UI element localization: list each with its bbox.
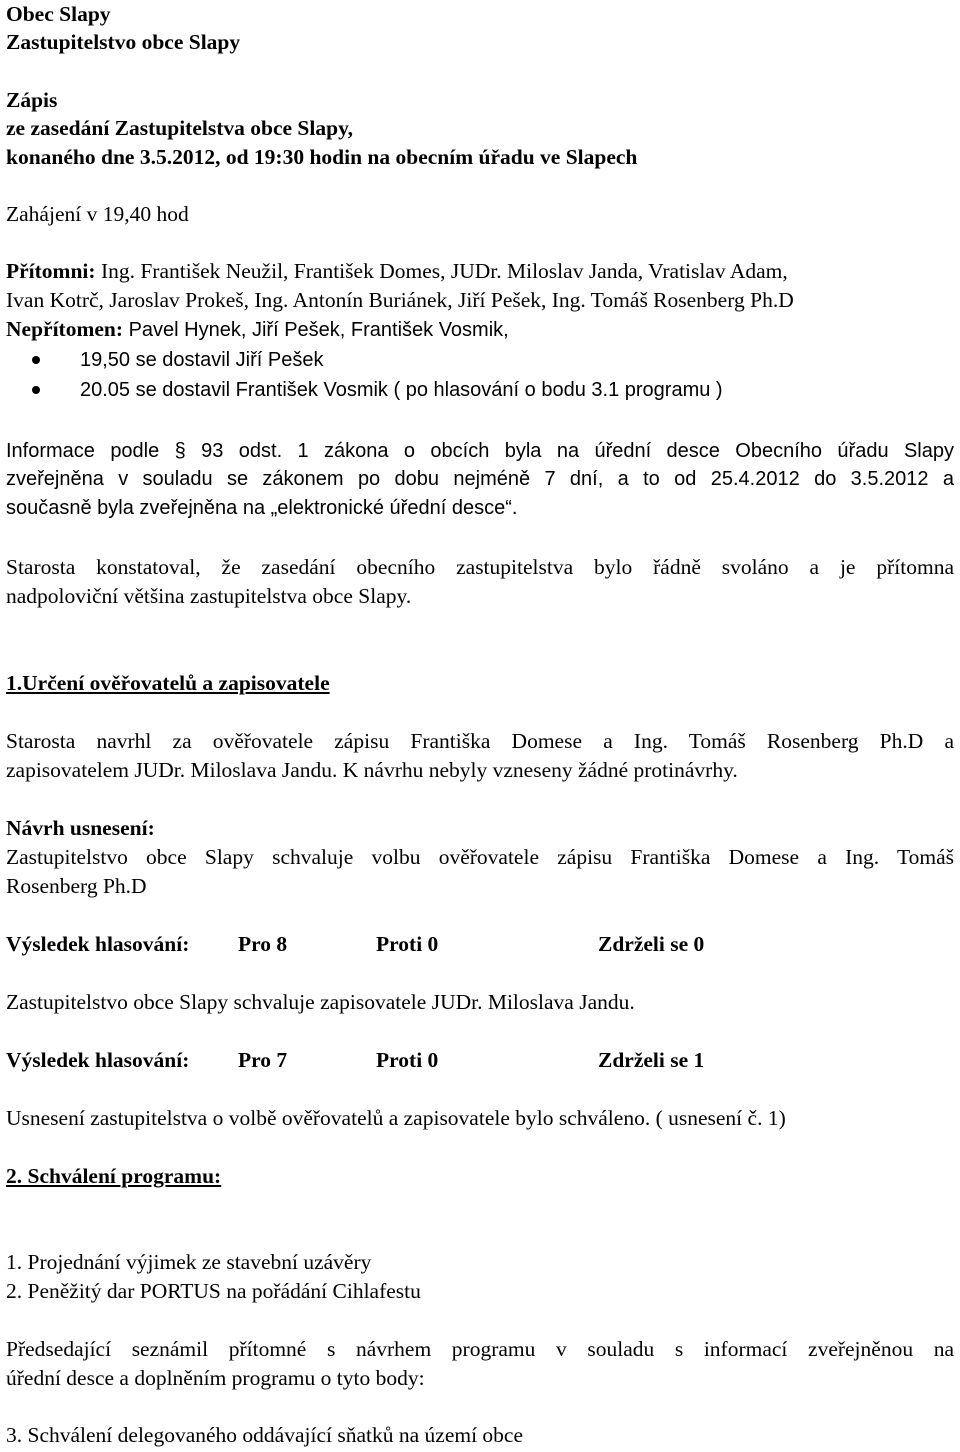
information-line-2: zveřejněna v souladu se zákonem po dobu nejméně 7 dní, a to od 25.4.2012 do 3.5.2012 a — [6, 468, 954, 490]
section2-heading: 2. Schválení programu: — [6, 1164, 222, 1188]
section1-proposal-2: zapisovatelem JUDr. Miloslava Jandu. K návrhu nebyly vzneseny žádné protinávrhy. — [6, 758, 738, 782]
municipality-title: Obec Slapy — [6, 2, 111, 26]
absent-line — [6, 315, 509, 345]
quorum-line-1: Starosta konstatoval, že zasedání obecního zastupitelstva bylo řádně svoláno a je přítomna — [6, 555, 954, 579]
absent-names: Pavel Hynek, Jiří Pešek, František Vosmik, — [123, 319, 509, 341]
section1-proposal-1: Starosta navrhl za ověřovatele zápisu Františka Domese a Ing. Tomáš Rosenberg Ph.D a — [6, 729, 954, 753]
chair-line-2: úřední desce a doplněním programu o tyto body: — [6, 1366, 425, 1390]
section1-result: Usnesení zastupitelstva o volbě ověřovatelů a zapisovatele bylo schváleno. ( usnesení č. 1) — [6, 1106, 786, 1130]
section1-heading: 1.Určení ověřovatelů a zapisovatele — [6, 671, 330, 695]
vote-1-proti: Proti 0 — [376, 932, 439, 956]
doc-title: Zápis — [6, 88, 58, 112]
resolution-line-2: Rosenberg Ph.D — [6, 874, 147, 898]
attendance-note-1: 19,50 se dostavil Jiří Pešek — [80, 349, 324, 371]
absent-label: Nepřítomen: — [6, 317, 124, 341]
vote-2-pro: Pro 7 — [238, 1048, 288, 1072]
resolution-line-1: Zastupitelstvo obce Slapy schvaluje volbu ověřovatele zápisu Františka Domese a Ing. Tomáš — [6, 845, 954, 869]
approve-writer: Zastupitelstvo obce Slapy schvaluje zapisovatele JUDr. Miloslava Jandu. — [6, 990, 635, 1014]
present-line-2: Ivan Kotrč, Jaroslav Prokeš, Ing. Antonín Buriánek, Jiří Pešek, Ing. Tomáš Rosenberg Ph.D — [6, 288, 794, 312]
attendance-note-2: 20.05 se dostavil František Vosmik ( po hlasování o bodu 3.1 programu ) — [80, 379, 723, 401]
vote-2-zdrzeli: Zdrželi se 1 — [598, 1048, 705, 1072]
vote-1-pro: Pro 8 — [238, 932, 288, 956]
quorum-line-2: nadpoloviční většina zastupitelstva obce Slapy. — [6, 584, 412, 608]
program-item-1: 1. Projednání výjimek ze stavební uzávěry — [6, 1250, 372, 1274]
opening-time: Zahájení v 19,40 hod — [6, 202, 189, 226]
vote-1-label: Výsledek hlasování: — [6, 932, 190, 956]
resolution-label: Návrh usnesení: — [6, 816, 155, 840]
bullet-icon — [32, 356, 40, 364]
information-line-3: současně byla zveřejněna na „elektronické úřední desce“. — [6, 497, 518, 519]
vote-2-label: Výsledek hlasování: — [6, 1048, 190, 1072]
doc-subtitle-1: ze zasedání Zastupitelstva obce Slapy, — [6, 116, 354, 140]
present-label: Přítomni: — [6, 259, 96, 283]
program-item-2: 2. Peněžitý dar PORTUS na pořádání Cihlafestu — [6, 1279, 421, 1303]
present-names-1: Ing. František Neužil, František Domes, JUDr. Miloslav Janda, Vratislav Adam, — [95, 259, 788, 283]
doc-subtitle-2: konaného dne 3.5.2012, od 19:30 hodin na obecním úřadu ve Slapech — [6, 145, 638, 169]
information-line-1: Informace podle § 93 odst. 1 zákona o obcích byla na úřední desce Obecního úřadu Slapy — [6, 440, 954, 462]
present-line-1 — [6, 257, 788, 286]
chair-line-1: Předsedající seznámil přítomné s návrhem programu v souladu s informací zveřejněnou na — [6, 1337, 954, 1361]
vote-2-proti: Proti 0 — [376, 1048, 439, 1072]
vote-1-zdrzeli: Zdrželi se 0 — [598, 932, 705, 956]
council-title: Zastupitelstvo obce Slapy — [6, 30, 241, 54]
program-item-3: 3. Schválení delegovaného oddávající sňatků na území obce — [6, 1423, 524, 1447]
bullet-icon — [32, 386, 40, 394]
